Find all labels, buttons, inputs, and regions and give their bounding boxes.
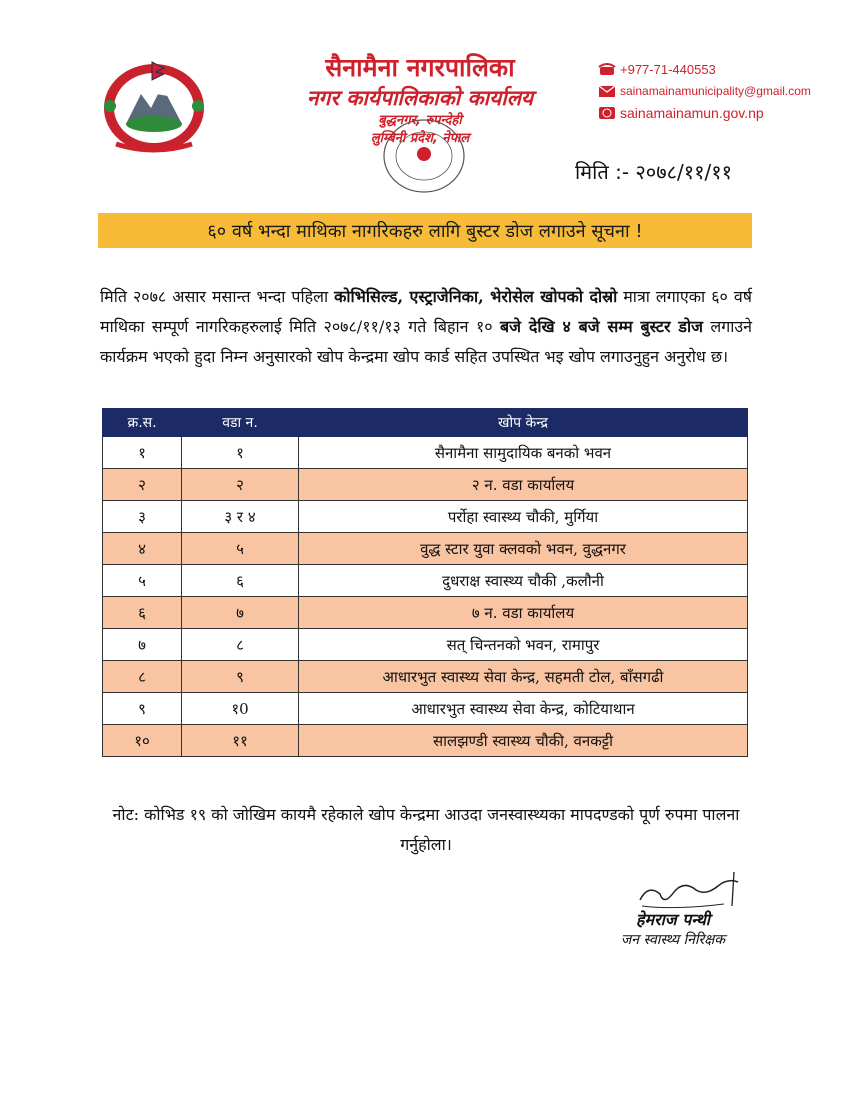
table-header-row	[103, 409, 748, 437]
cell-serial: ३	[103, 501, 182, 533]
cell-ward: ५	[182, 533, 299, 565]
cell-serial: ७	[103, 629, 182, 661]
cell-center: सत् चिन्तनको भवन, रामापुर	[299, 629, 748, 661]
cell-serial: ९	[103, 693, 182, 725]
cell-serial: ६	[103, 597, 182, 629]
notice-date: मिति :- २०७८/११/११	[575, 160, 733, 184]
signatory-title: जन स्वास्थ्य निरिक्षक	[620, 932, 726, 948]
table-row	[103, 565, 748, 597]
cell-ward: ११	[182, 725, 299, 757]
cell-center: दुधराक्ष स्वास्थ्य चौकी ,कलौनी	[299, 565, 748, 597]
table-row	[103, 533, 748, 565]
cell-center: सालझण्डी स्वास्थ्य चौकी, वनकट्टी	[299, 725, 748, 757]
cell-center: ७ न. वडा कार्यालय	[299, 597, 748, 629]
cell-ward: ३ र ४	[182, 501, 299, 533]
cell-ward: २	[182, 469, 299, 501]
cell-serial: १०	[103, 725, 182, 757]
cell-center: सैनामैना सामुदायिक बनको भवन	[299, 437, 748, 469]
body-time-booster: बजे देखि ४ बजे सम्म बुस्टर डोज	[499, 317, 703, 336]
table-row	[103, 469, 748, 501]
notice-body	[100, 282, 752, 372]
header-ward: वडा न.	[182, 409, 299, 437]
cell-ward: ९	[182, 661, 299, 693]
cell-serial: २	[103, 469, 182, 501]
table-row	[103, 597, 748, 629]
website-link[interactable]: sainamainamun.gov.np	[620, 105, 764, 121]
notice-title: ६० वर्ष भन्दा माथिका नागरिकहरु लागि बुस्टर डोज लगाउने सूचना !	[207, 220, 643, 242]
contact-block	[598, 58, 828, 124]
header-center: खोप केन्द्र	[299, 409, 748, 437]
body-part1: मिति २०७८ असार मसान्त भन्दा पहिला	[100, 287, 335, 306]
office-name: नगर कार्यपालिकाको कार्यालय	[306, 86, 534, 110]
table-row	[103, 437, 748, 469]
web-icon	[598, 106, 616, 120]
cell-center: २ न. वडा कार्यालय	[299, 469, 748, 501]
cell-center: आधारभुत स्वास्थ्य सेवा केन्द्र, सहमती टोल, बाँसगढी	[299, 661, 748, 693]
cell-center: आधारभुत स्वास्थ्य सेवा केन्द्र, कोटियाथान	[299, 693, 748, 725]
phone-icon	[598, 62, 616, 76]
address-line2: लुम्बिनी प्रदेश, नेपाल	[370, 131, 470, 146]
header-serial: क्र.स.	[103, 409, 182, 437]
nepal-emblem-icon	[96, 56, 212, 156]
table-row	[103, 629, 748, 661]
notice-title-banner	[98, 213, 752, 248]
contact-phone	[598, 58, 828, 80]
org-name: सैनामैना नगरपालिका	[325, 53, 515, 82]
cell-serial: ८	[103, 661, 182, 693]
table-row	[103, 693, 748, 725]
body-vaccine-names: कोभिसिल्ड, एस्ट्राजेनिका, भेरोसेल खोपको दोस्रो	[334, 287, 618, 306]
address-line1: बुद्धनगर, रुपन्देही	[378, 113, 462, 128]
body-part2: मात्रा लगाएका ६० वर्ष माथिका सम्पूर्ण नागरिकहरुलाई मिति २०७८/११/१३ गते बिहान १०	[100, 287, 752, 336]
cell-center: वुद्ध स्टार युवा क्लवको भवन, वुद्धनगर	[299, 533, 748, 565]
cell-center: पर्रोहा स्वास्थ्य चौकी, मुर्गिया	[299, 501, 748, 533]
cell-serial: १	[103, 437, 182, 469]
cell-ward: ७	[182, 597, 299, 629]
email-icon	[598, 84, 616, 98]
cell-ward: ८	[182, 629, 299, 661]
vaccination-centers-table	[102, 408, 748, 757]
address-block	[355, 112, 485, 148]
cell-ward: १	[182, 437, 299, 469]
org-header	[250, 52, 590, 112]
body-part3: लगाउने कार्यक्रम भएको हुदा निम्न अनुसारको खोप केन्द्रमा खोप कार्ड सहित उपस्थित भइ खोप लगाउनुहुन अनुरोध छ।	[100, 317, 753, 366]
table-row	[103, 725, 748, 757]
signature-icon	[634, 866, 746, 912]
table-row	[103, 501, 748, 533]
contact-email	[598, 80, 828, 102]
cell-ward: ६	[182, 565, 299, 597]
cell-serial: ४	[103, 533, 182, 565]
covid-note: नोट: कोभिड १९ को जोखिम कायमै रहेकाले खोप केन्द्रमा आउदा जनस्वास्थ्यका मापदण्डको पूर्ण रुपमा पालना गर्नुहोला।	[112, 805, 740, 854]
email-address[interactable]: sainamainamunicipality@gmail.com	[620, 84, 811, 98]
phone-number: +977-71-440553	[620, 61, 716, 77]
table-row	[103, 661, 748, 693]
signatory-name: हेमराज पन्थी	[636, 910, 710, 929]
contact-web	[598, 102, 828, 124]
cell-ward: १0	[182, 693, 299, 725]
cell-serial: ५	[103, 565, 182, 597]
